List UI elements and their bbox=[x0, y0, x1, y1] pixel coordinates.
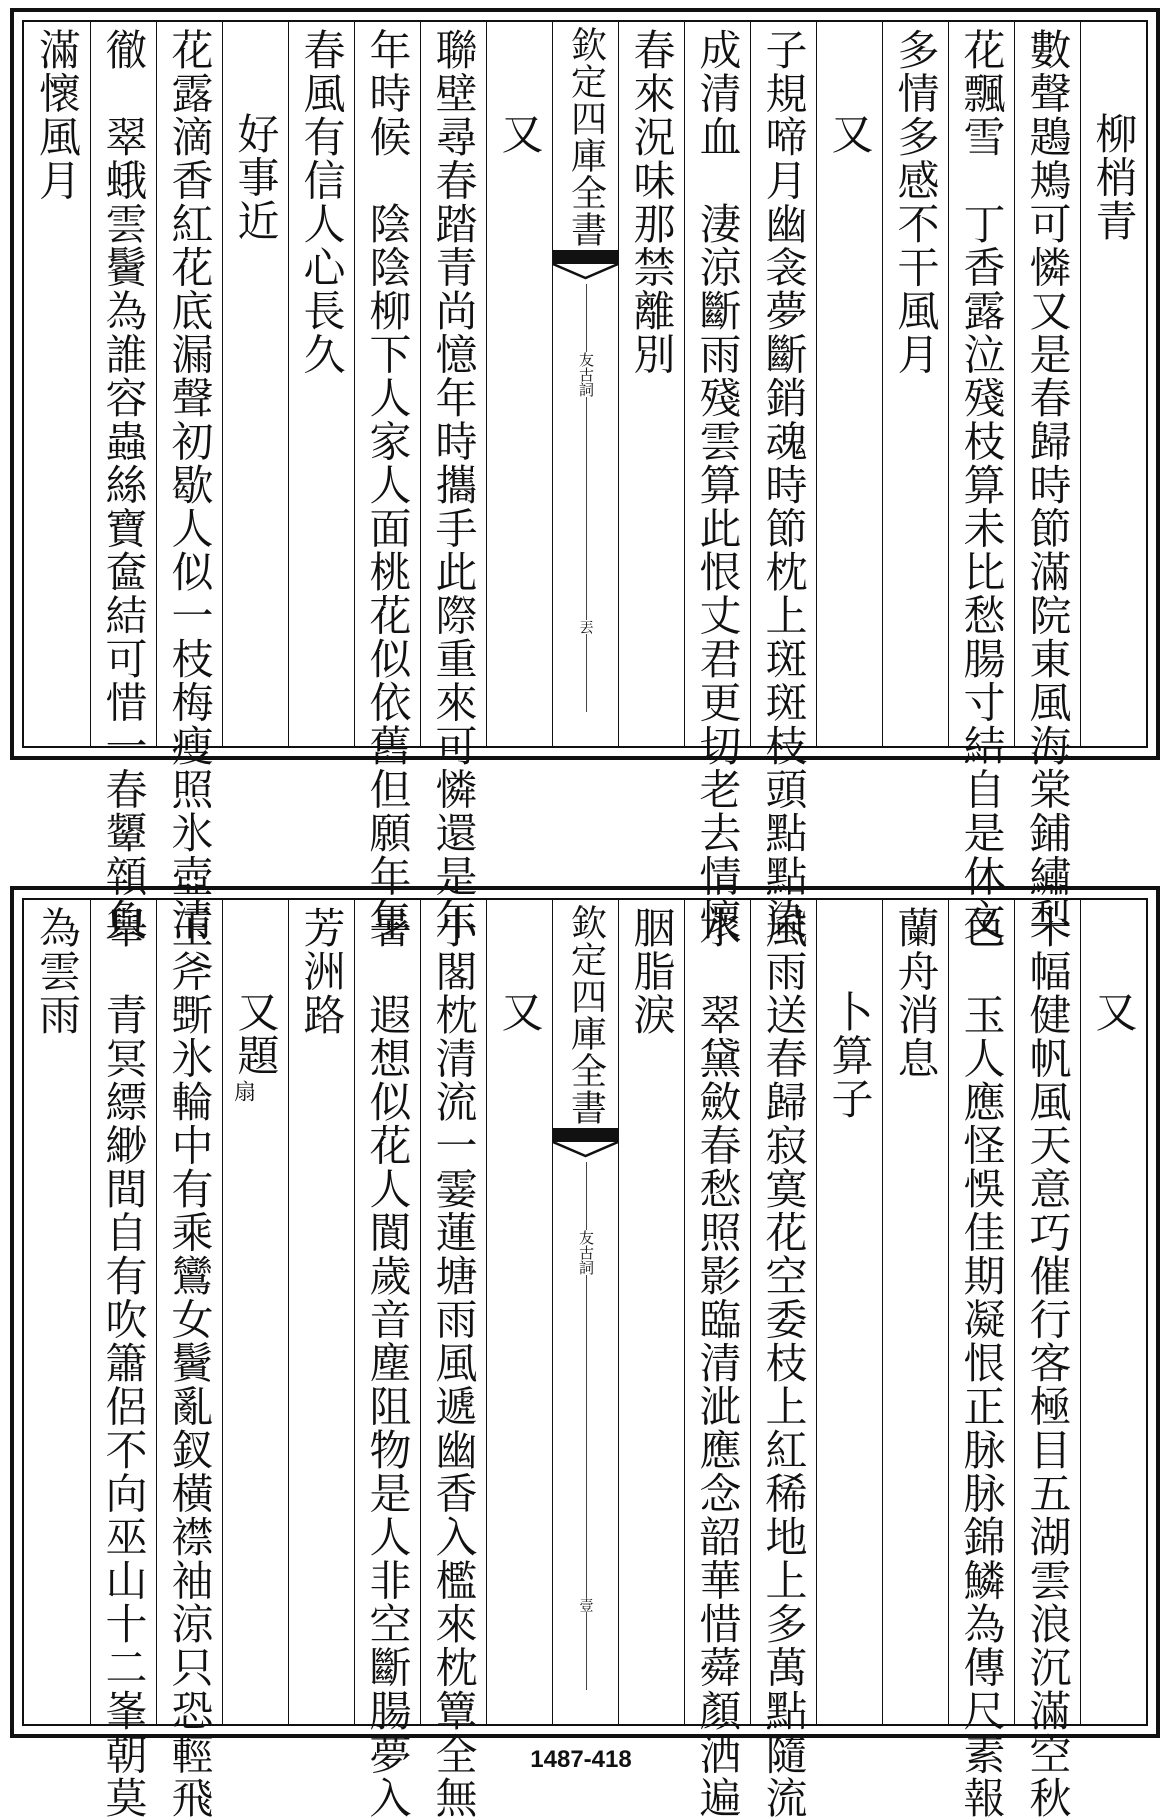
column-text: 多情多感不干風月 bbox=[891, 28, 941, 376]
text-column bbox=[222, 900, 288, 1724]
text-column bbox=[882, 22, 948, 746]
text-column bbox=[948, 22, 1014, 942]
column-text: 胭脂淚 bbox=[627, 906, 677, 1037]
column-text: 又 bbox=[1089, 990, 1139, 1034]
text-column bbox=[618, 22, 684, 746]
text-column bbox=[354, 900, 420, 1820]
column-text: 水 翠黛斂春愁照影臨清泚應念韶華惜蕣顏洒遍 bbox=[693, 906, 743, 1820]
text-column bbox=[486, 900, 552, 1724]
column-text: 春來況味那禁離別 bbox=[627, 28, 677, 376]
text-column bbox=[684, 900, 750, 1820]
column-text: 好事近 bbox=[231, 112, 281, 243]
column-text: 春風有信人心長久 bbox=[297, 28, 347, 376]
leaf-number: 丟 bbox=[577, 620, 594, 634]
text-column bbox=[684, 22, 750, 942]
center-margin-column bbox=[552, 900, 618, 1724]
page-id-footer: 1487-418 bbox=[530, 1746, 632, 1773]
column-text: 卜算子 bbox=[825, 990, 875, 1121]
column-text: 舉 青冥縹緲間自有吹簫侶不向巫山十二峯朝莫 bbox=[99, 906, 149, 1820]
text-column bbox=[618, 900, 684, 1724]
column-text: 玉斧斲氷輪中有乘鸞女鬢亂釵橫襟袖涼只恐輕飛 bbox=[165, 906, 215, 1820]
column-text: 十幅健帆風天意巧催行客極目五湖雲浪沉滿空秋 bbox=[1023, 906, 1073, 1820]
center-margin-column bbox=[552, 22, 618, 746]
text-column bbox=[420, 22, 486, 942]
column-text: 聯壁尋春踏青尚憶年時攜手此際重來可憐還是年 bbox=[429, 28, 479, 942]
text-column bbox=[420, 900, 486, 1820]
text-column bbox=[750, 900, 816, 1820]
fishtail-ornament bbox=[553, 250, 618, 278]
column-text: 又 bbox=[825, 112, 875, 156]
text-column bbox=[24, 900, 90, 1724]
column-text: 蘭舟消息 bbox=[891, 906, 941, 1080]
page-top-columns bbox=[22, 20, 1148, 942]
column-text: 成清血 淒涼斷雨殘雲算此恨丈君更切老去情懷 bbox=[693, 28, 743, 942]
column-text: 為雲雨 bbox=[33, 906, 82, 1037]
text-column bbox=[1080, 900, 1146, 1724]
center-rule bbox=[586, 284, 587, 712]
text-column bbox=[354, 22, 420, 942]
text-column bbox=[222, 22, 288, 746]
text-column bbox=[816, 22, 882, 746]
text-column bbox=[816, 900, 882, 1724]
page-top bbox=[10, 8, 1160, 942]
column-text: 暑 遐想似花人閬歲音塵阻物是人非空斷腸夢入 bbox=[363, 906, 413, 1820]
column-text: 徹 翠蛾雲鬢為誰容蟲絲寶奩結可惜一春顰顇負 bbox=[99, 28, 149, 942]
text-column bbox=[288, 22, 354, 746]
text-column bbox=[1014, 22, 1080, 942]
text-column bbox=[948, 900, 1014, 1820]
column-text: 又 bbox=[495, 112, 545, 156]
text-column bbox=[90, 900, 156, 1820]
text-column bbox=[90, 22, 156, 942]
column-text: 年時候 陰陰柳下人家人面桃花似依舊但願年年 bbox=[363, 28, 413, 942]
column-text: 滿懷風月 bbox=[33, 28, 82, 202]
column-text: 又題 bbox=[231, 990, 281, 1077]
text-column bbox=[486, 22, 552, 746]
text-column bbox=[156, 22, 222, 942]
collection-title: 欽定四庫全書 bbox=[565, 26, 607, 248]
leaf-number: 壹 bbox=[577, 1598, 594, 1612]
text-column bbox=[1080, 22, 1146, 746]
column-text: 風雨送春歸寂寞花空委枝上紅稀地上多萬點隨流 bbox=[759, 906, 809, 1820]
column-text: 又 bbox=[495, 990, 545, 1034]
column-text: 色 玉人應怪悞佳期凝恨正脉脉錦鱗為傳尺素報 bbox=[957, 906, 1007, 1820]
book-title: 友古詞 bbox=[577, 1230, 595, 1275]
column-text: 柳梢青 bbox=[1089, 112, 1139, 243]
column-text: 花飄雪 丁香露泣殘枝算未比愁腸寸結自是休文 bbox=[957, 28, 1007, 942]
text-column bbox=[24, 22, 90, 746]
column-text: 芳洲路 bbox=[297, 906, 347, 1037]
text-column bbox=[1014, 900, 1080, 1820]
column-text: 數聲鶗鴂可憐又是春歸時節滿院東風海棠鋪繡梨 bbox=[1023, 28, 1073, 942]
column-text: 小閣枕清流一霎蓮塘雨風遞幽香入檻來枕簟全無 bbox=[429, 906, 479, 1820]
text-column bbox=[750, 22, 816, 942]
book-title: 友古詞 bbox=[577, 352, 595, 397]
text-column bbox=[156, 900, 222, 1820]
collection-title: 欽定四庫全書 bbox=[565, 904, 607, 1126]
column-text: 花露滴香紅花底漏聲初歇人似一枝梅瘦照氷壺清 bbox=[165, 28, 215, 942]
column-note: 扇 bbox=[230, 1080, 256, 1104]
text-column bbox=[882, 900, 948, 1724]
text-column bbox=[288, 900, 354, 1724]
column-text: 子規啼月幽衾夢斷銷魂時節枕上斑斑枝頭點點染 bbox=[759, 28, 809, 942]
fishtail-ornament bbox=[553, 1128, 618, 1156]
